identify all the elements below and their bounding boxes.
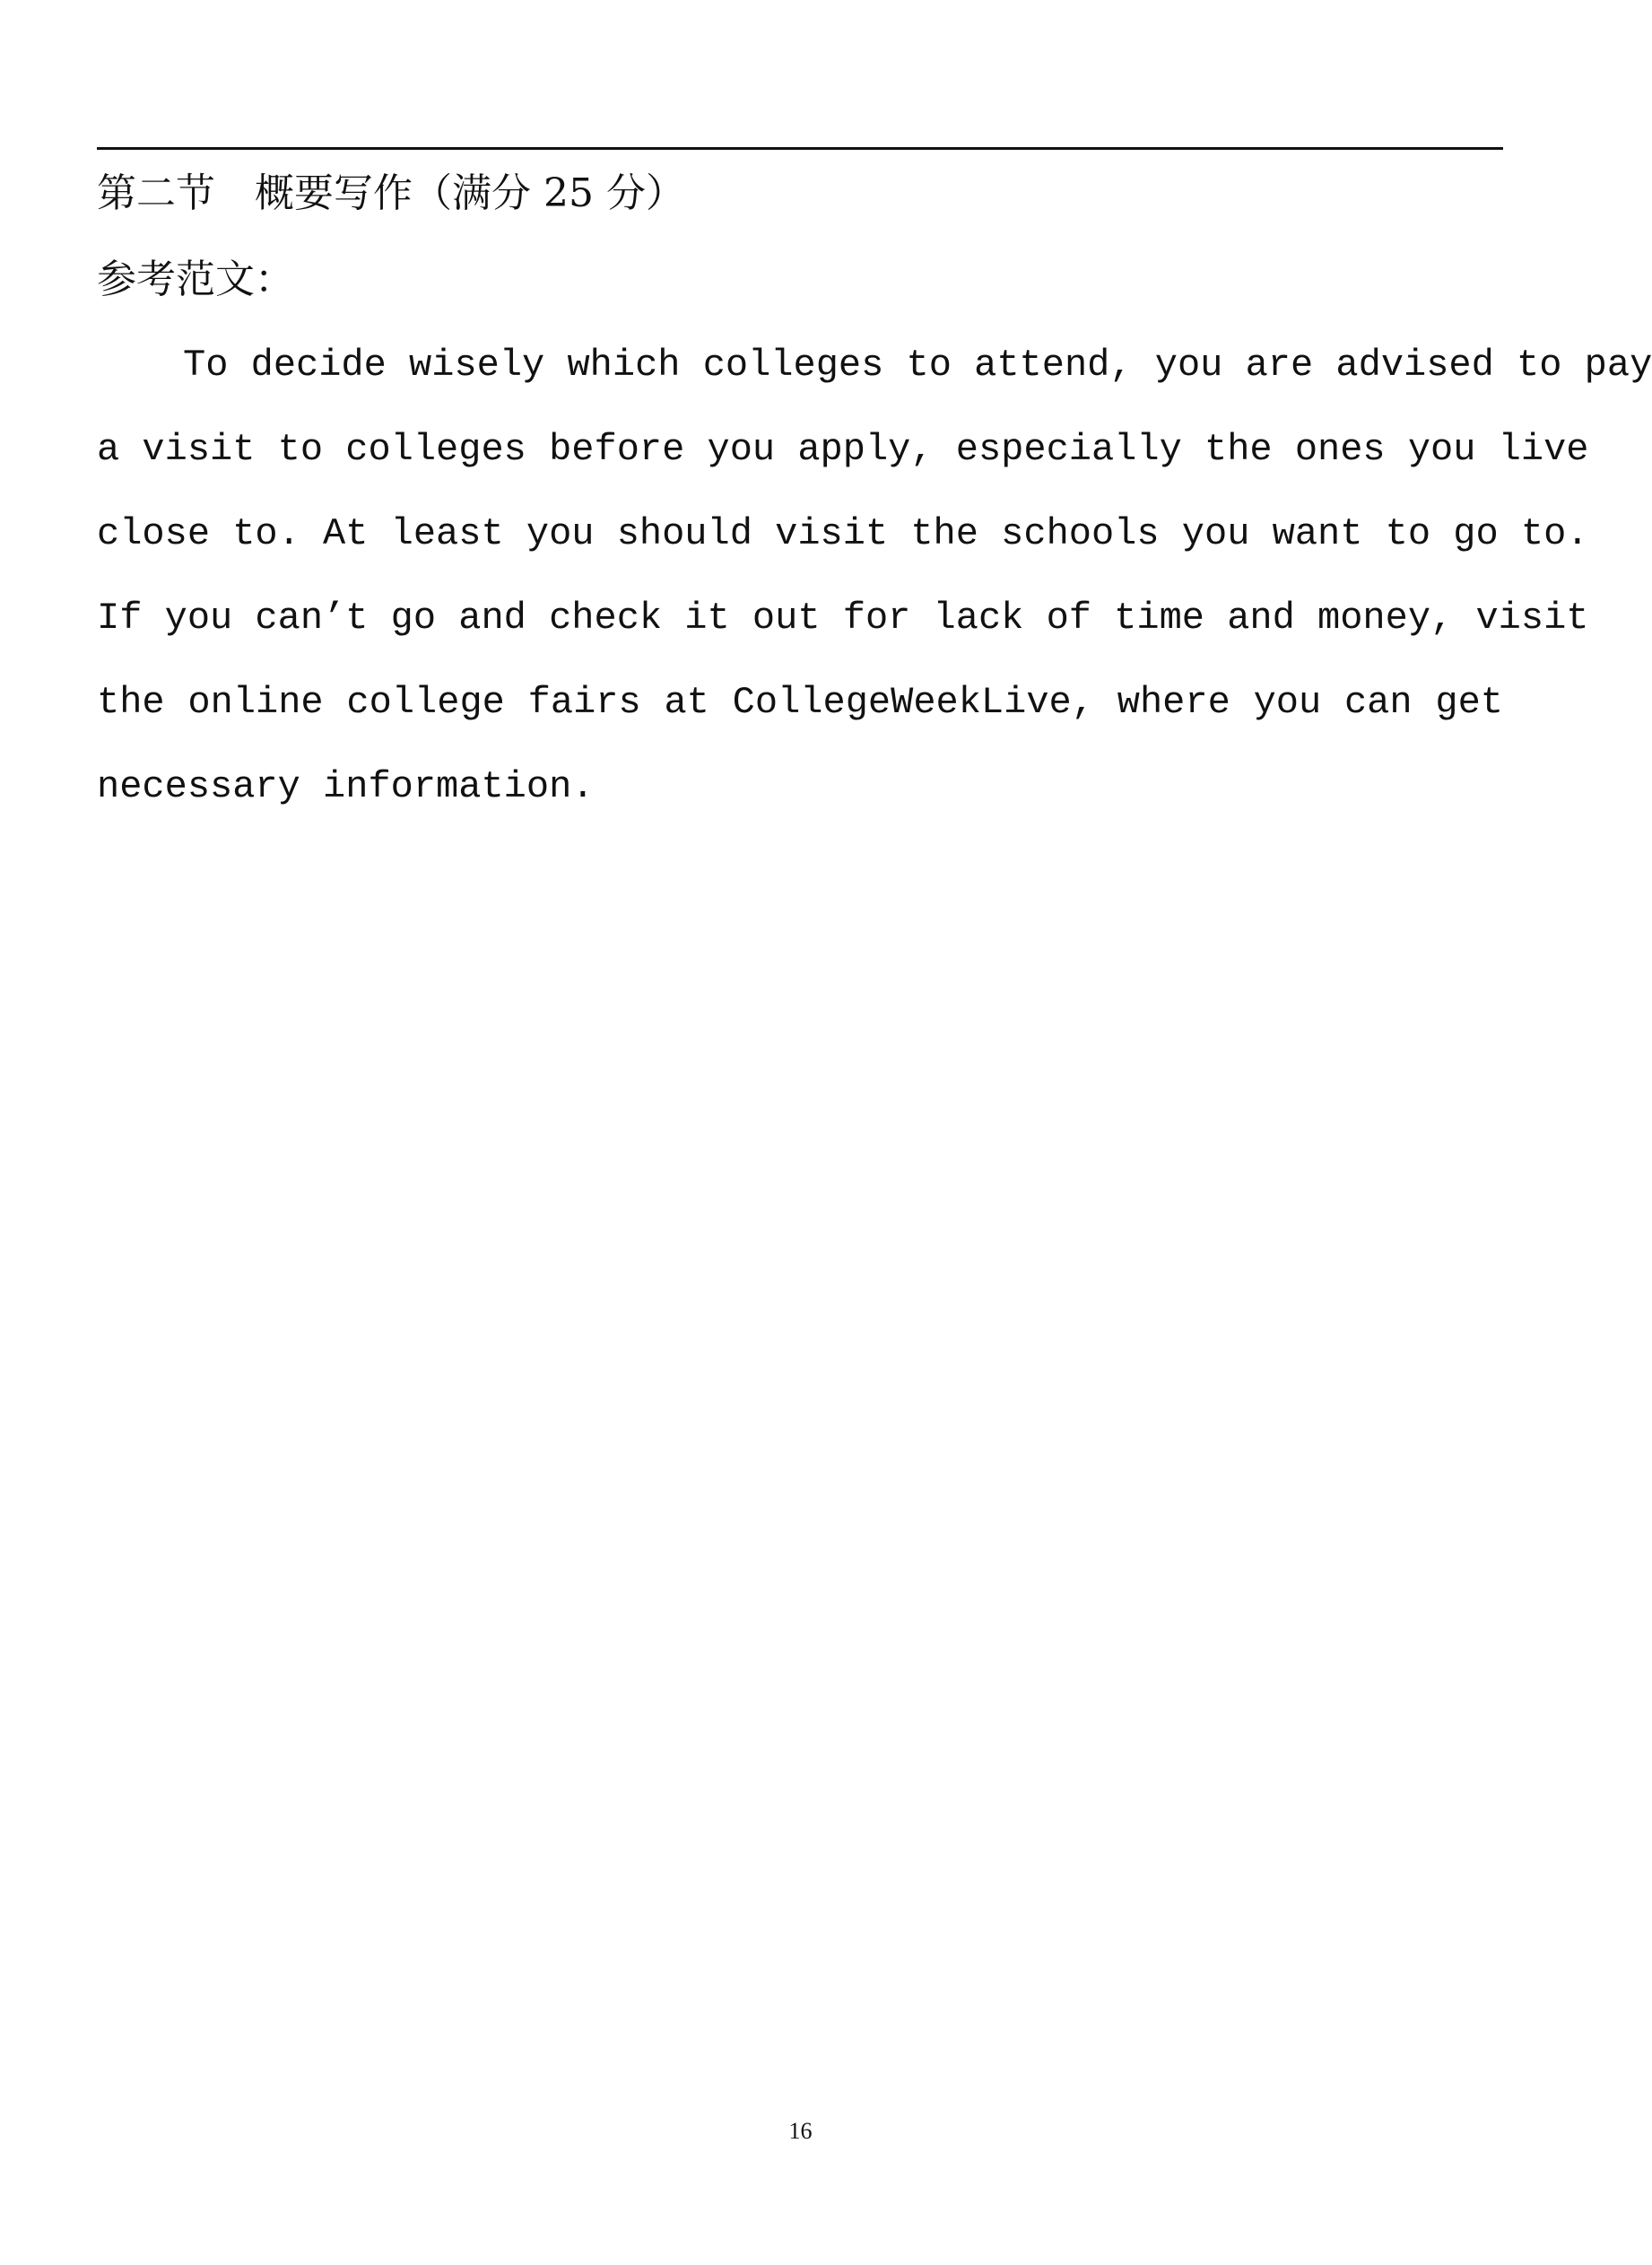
section-heading: 第二节 概要写作（满分 25 分）: [97, 170, 685, 216]
essay-line: If you can’t go and check it out for lack of time and money, visit: [97, 597, 1589, 640]
sample-essay-label: 参考范文：: [97, 257, 294, 302]
essay-line: To decide wisely which colleges to attend, you are advised to pay: [183, 344, 1652, 387]
header-rule: [97, 147, 1503, 150]
page-number: 16: [788, 2118, 813, 2144]
essay-line: necessary information.: [97, 765, 595, 808]
sample-essay: [97, 334, 1652, 840]
essay-line: a visit to colleges before you apply, especially the ones you live: [97, 428, 1589, 471]
essay-line: the online college fairs at CollegeWeekLive, where you can get: [97, 681, 1503, 724]
essay-line: close to. At least you should visit the schools you want to go to.: [97, 512, 1589, 555]
